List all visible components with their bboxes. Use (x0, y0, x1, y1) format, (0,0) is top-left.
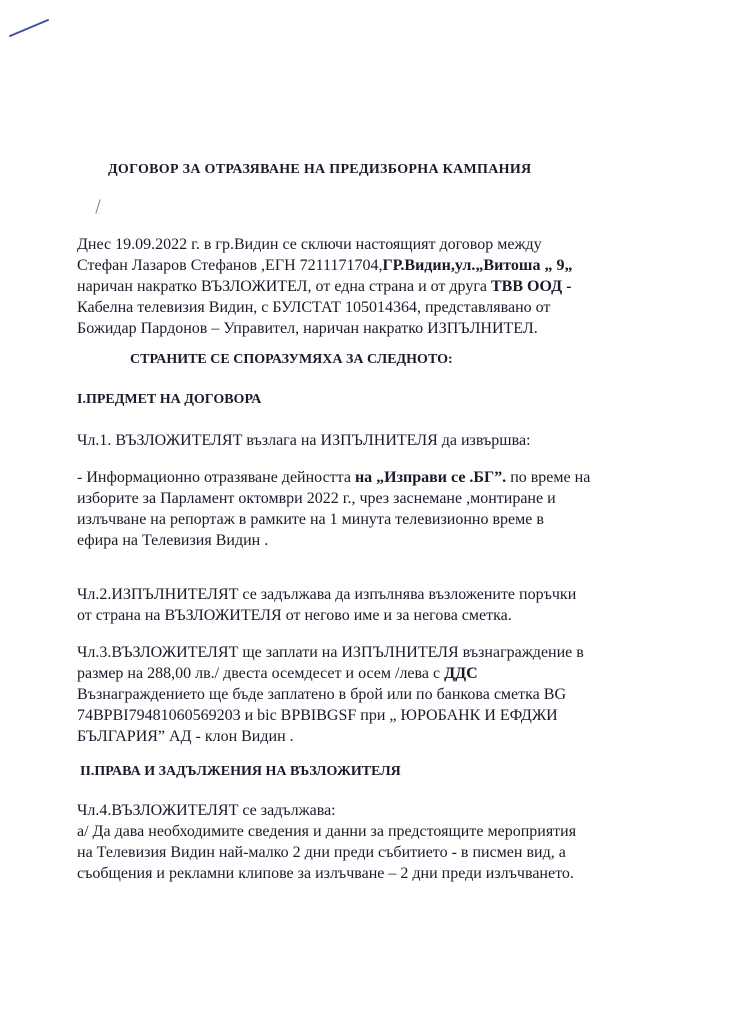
article-3-line: размер на 288,00 лв./ двеста осемдесет и осем /лева с ДДС (77, 665, 478, 682)
agreement-heading: СТРАНИТЕ СЕ СПОРАЗУМЯХА ЗА СЛЕДНОТО: (130, 352, 453, 367)
article-3-line: 74BPBI79481060569203 и bic BPBIBGSF при „ ЮРОБАНК И ЕФДЖИ (77, 707, 558, 724)
article-1-line: ефира на Телевизия Видин . (77, 532, 269, 549)
article-1-line: излъчване на репортаж в рамките на 1 минута телевизионно време в (77, 511, 544, 528)
article-2 (77, 584, 717, 626)
article-2-line: от страна на ВЪЗЛОЖИТЕЛЯ от негово име и за негова сметка. (77, 607, 512, 624)
document-title: ДОГОВОР ЗА ОТРАЗЯВАНЕ НА ПРЕДИЗБОРНА КАМПАНИЯ (108, 162, 532, 177)
article-4-line: съобщения и рекламни клипове за излъчване – 2 дни преди излъчването. (77, 865, 574, 882)
article-4-line: Чл.4.ВЪЗЛОЖИТЕЛЯТ се задължава: (77, 802, 336, 819)
intro-line: Божидар Пардонов – Управител, наричан накратко ИЗПЪЛНИТЕЛ. (77, 320, 538, 337)
article-1-item (77, 467, 717, 551)
article-4-line: а/ Да дава необходимите сведения и данни за предстоящите мероприятия (77, 823, 577, 840)
intro-line: Днес 19.09.2022 г. в гр.Видин се сключи настоящият договор между (77, 236, 542, 253)
intro-line: Кабелна телевизия Видин, с БУЛСТАТ 105014364, представлявано от (77, 299, 551, 316)
article-3-line: Възнаграждението ще бъде заплатено в брой или по банкова сметка BG (77, 686, 566, 703)
intro-line: Стефан Лазаров Стефанов ,ЕГН 7211171704,ГР.Видин,ул.„Витоша „ 9„ (77, 257, 573, 274)
article-4 (77, 800, 717, 884)
section-2-heading: II.ПРАВА И ЗАДЪЛЖЕНИЯ НА ВЪЗЛОЖИТЕЛЯ (80, 764, 401, 779)
article-1-text: Чл.1. ВЪЗЛОЖИТЕЛЯТ възлага на ИЗПЪЛНИТЕЛЯ да извършва: (77, 432, 531, 449)
intro-paragraph (77, 234, 717, 339)
article-3 (77, 642, 717, 747)
intro-line: наричан накратко ВЪЗЛОЖИТЕЛ, от една страна и от друга ТВВ ООД - (77, 278, 572, 295)
section-1-heading: I.ПРЕДМЕТ НА ДОГОВОРА (77, 392, 262, 407)
article-3-line: БЪЛГАРИЯ” АД - клон Видин . (77, 728, 294, 745)
article-2-line: Чл.2.ИЗПЪЛНИТЕЛЯТ се задължава да изпълнява възложените поръчки (77, 586, 577, 603)
article-1-line: - Информационно отразяване дейността на „Изправи се .БГ”. по време на (77, 469, 591, 486)
article-4-line: на Телевизия Видин най-малко 2 дни преди събитието - в писмен вид, а (77, 844, 566, 861)
pen-mark-top (8, 16, 52, 40)
article-1 (77, 430, 717, 451)
pen-mark-small (92, 198, 104, 216)
article-1-line: изборите за Парламент октомври 2022 г., чрез заснемане ,монтиране и (77, 490, 556, 507)
article-3-line: Чл.3.ВЪЗЛОЖИТЕЛЯТ ще заплати на ИЗПЪЛНИТЕЛЯ възнаграждение в (77, 644, 584, 661)
